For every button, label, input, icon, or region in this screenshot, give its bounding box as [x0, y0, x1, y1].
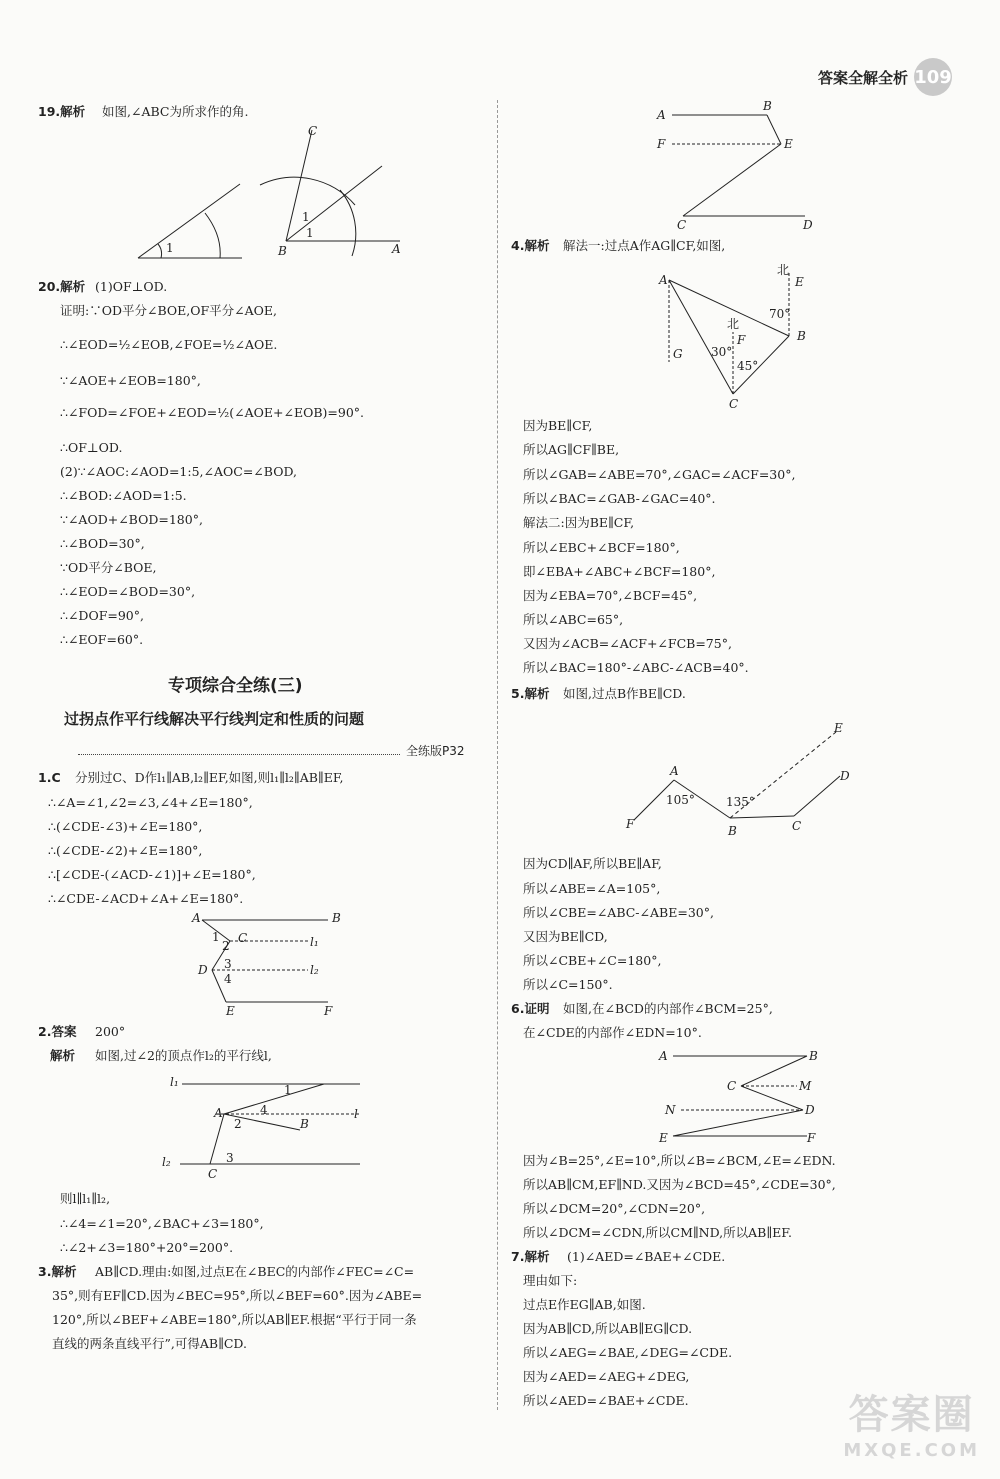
q20-line: ∴∠EOD=∠BOD=30°,	[60, 584, 196, 599]
q4-label: 4.解析	[511, 238, 550, 253]
fig6-label: D	[805, 1103, 815, 1117]
fig5-label: C	[792, 819, 802, 833]
q2-answer: 200°	[95, 1024, 126, 1039]
fig4-label: E	[795, 275, 804, 289]
q6-line: 所以∠DCM=20°,∠CDN=20°,	[523, 1201, 706, 1216]
fig-q1-label: 1	[212, 930, 220, 944]
q1-line: ∴(∠CDE-∠3)+∠E=180°,	[48, 819, 203, 834]
fig4-label: 30°	[711, 345, 733, 359]
q5-line: 又因为BE∥CD,	[523, 929, 608, 944]
fig-q1-label: l₁	[310, 935, 319, 949]
right-column	[497, 0, 1000, 1479]
fig-q1-label: E	[226, 1004, 235, 1018]
fig-q2-label: 4	[260, 1103, 268, 1117]
fig19-label: 1	[306, 226, 314, 240]
figure-5	[622, 720, 862, 840]
q20-line: ∵OD平分∠BOE,	[60, 560, 157, 575]
fig5-label: 135°	[726, 795, 755, 809]
fig5-label: A	[670, 764, 679, 778]
fig-q1-label: 3	[224, 957, 232, 971]
q2-label: 2.答案	[38, 1024, 77, 1039]
q5-line: 所以∠C=150°.	[523, 977, 613, 992]
fig6-label: C	[727, 1079, 737, 1093]
q3-label: 3.解析	[38, 1264, 77, 1279]
q6-line: 在∠CDE的内部作∠EDN=10°.	[523, 1025, 702, 1040]
q2-line: ∴∠4=∠1=20°,∠BAC+∠3=180°,	[60, 1216, 264, 1231]
fig-tr-label: E	[784, 137, 793, 151]
fig-q2-label: C	[208, 1167, 218, 1181]
q3-line: 120°,所以∠BEF+∠ABE=180°,所以AB∥EF.根据“平行于同一条	[52, 1312, 417, 1327]
fig5-label: B	[728, 824, 737, 838]
figure-q2	[160, 1068, 370, 1184]
fig-q1-label: F	[324, 1004, 333, 1018]
q4-line: 因为∠EBA=70°,∠BCF=45°,	[523, 588, 698, 603]
fig19-label: B	[278, 244, 287, 258]
q2-line: 则l∥l₁∥l₂,	[60, 1191, 111, 1206]
q20-line: ∵∠AOE+∠EOB=180°,	[60, 373, 201, 388]
q6-line: 所以AB∥CM,EF∥ND.又因为∠BCD=45°,∠CDE=30°,	[523, 1177, 836, 1192]
q3-line: 35°,则有EF∥CD.因为∠BEC=95°,所以∠BEF=60°.因为∠ABE=	[52, 1288, 423, 1303]
q2-line: 如图,过∠2的顶点作l₂的平行线l,	[95, 1048, 272, 1063]
fig-q2-label: 2	[234, 1117, 242, 1131]
header-title: 答案全解全析	[817, 68, 908, 87]
fig-tr-label: D	[803, 218, 813, 232]
q1-line: 分别过C、D作l₁∥AB,l₂∥EF,如图,则l₁∥l₂∥AB∥EF,	[75, 770, 344, 785]
fig4-label: 北	[727, 317, 740, 331]
fig4-label: A	[659, 273, 668, 287]
fig-q2-label: l	[354, 1107, 358, 1121]
q7-line: 因为∠AED=∠AEG+∠DEG,	[523, 1369, 690, 1384]
section-title: 专项综合全练(三)	[168, 676, 303, 696]
q1-line: ∴∠CDE-∠ACD+∠A+∠E=180°.	[48, 891, 244, 906]
section-ref: 全练版P32	[406, 744, 465, 758]
q1-label: 1.C	[38, 770, 61, 785]
fig-tr-label: A	[657, 108, 666, 122]
figure-4	[657, 262, 817, 412]
fig4-label: 北	[777, 263, 790, 277]
fig19-label: 1	[302, 210, 310, 224]
q20-line: (2)∵∠AOC:∠AOD=1:5,∠AOC=∠BOD,	[60, 464, 297, 479]
fig-q2-label: l₂	[162, 1155, 171, 1169]
fig5-label: D	[840, 769, 850, 783]
q4-line: 解法二:因为BE∥CF,	[523, 515, 635, 530]
fig-q1-label: A	[192, 911, 201, 925]
q5-label: 5.解析	[511, 686, 550, 701]
q20-line: 证明:∵OD平分∠BOE,OF平分∠AOE,	[60, 303, 277, 318]
fig6-label: E	[659, 1131, 668, 1145]
q4-line: 又因为∠ACB=∠ACF+∠FCB=75°,	[523, 636, 732, 651]
q4-line: 解法一:过点A作AG∥CF,如图,	[563, 238, 726, 253]
fig-tr-label: F	[657, 137, 666, 151]
q4-line: 所以∠BAC=∠GAB-∠GAC=40°.	[523, 491, 716, 506]
watermark	[843, 1383, 980, 1461]
q5-line: 所以∠CBE=∠ABC-∠ABE=30°,	[523, 905, 714, 920]
fig6-label: B	[809, 1049, 818, 1063]
q5-line: 因为CD∥AF,所以BE∥AF,	[523, 856, 662, 871]
q20-line: ∴∠BOD=30°,	[60, 536, 145, 551]
fig-q1-label: 4	[224, 972, 232, 986]
fig-q2-label: 1	[284, 1083, 292, 1097]
section-subtitle: 过拐点作平行线解决平行线判定和性质的问题	[64, 710, 365, 728]
q3-line: 直线的两条直线平行”,可得AB∥CD.	[52, 1336, 247, 1351]
fig4-label: F	[737, 333, 746, 347]
dotted-leader	[78, 754, 400, 755]
q7-line: 理由如下:	[523, 1273, 578, 1288]
q20-label: 20.解析	[38, 279, 86, 294]
fig-tr-label: C	[677, 218, 687, 232]
fig4-label: B	[797, 329, 806, 343]
q4-line: 所以∠BAC=180°-∠ABC-∠ACB=40°.	[523, 660, 749, 675]
q3-line: AB∥CD.理由:如图,过点E在∠BEC的内部作∠FEC=∠C=	[95, 1264, 415, 1279]
figure-19	[130, 120, 420, 270]
q7-line: 所以∠AED=∠BAE+∠CDE.	[523, 1393, 689, 1408]
fig5-label: E	[834, 721, 843, 735]
q1-line: ∴[∠CDE-(∠ACD-∠1)]+∠E=180°,	[48, 867, 256, 882]
q4-line: 即∠EBA+∠ABC+∠BCF=180°,	[523, 564, 716, 579]
q20-line: ∴∠FOD=∠FOE+∠EOD=½(∠AOE+∠EOB)=90°.	[60, 405, 365, 420]
q6-label: 6.证明	[511, 1001, 550, 1016]
watermark-line2: MXQE.COM	[843, 1440, 980, 1461]
q2-sub-label: 解析	[50, 1048, 76, 1063]
q1-line: ∴(∠CDE-∠2)+∠E=180°,	[48, 843, 203, 858]
q4-line: 所以AG∥CF∥BE,	[523, 442, 620, 457]
q5-line: 所以∠CBE+∠C=180°,	[523, 953, 662, 968]
q20-line: ∴∠EOF=60°.	[60, 632, 144, 647]
q6-line: 因为∠B=25°,∠E=10°,所以∠B=∠BCM,∠E=∠EDN.	[523, 1153, 836, 1168]
q20-line: ∴∠BOD:∠AOD=1:5.	[60, 488, 187, 503]
q20-line: ∴OF⊥OD.	[60, 440, 123, 455]
q4-line: 所以∠EBC+∠BCF=180°,	[523, 540, 680, 555]
q5-line: 所以∠ABE=∠A=105°,	[523, 881, 661, 896]
fig6-label: N	[665, 1103, 676, 1117]
fig4-label: 70°	[769, 307, 791, 321]
figure-q1	[188, 908, 358, 1018]
fig4-label: C	[729, 397, 739, 411]
q7-line: 因为AB∥CD,所以AB∥EG∥CD.	[523, 1321, 693, 1336]
q19-label: 19.解析	[38, 104, 86, 119]
fig-q2-label: B	[300, 1117, 309, 1131]
q2-line: ∴∠2+∠3=180°+20°=200°.	[60, 1240, 234, 1255]
fig5-label: F	[626, 817, 635, 831]
fig-q2-label: A	[214, 1106, 223, 1120]
fig4-label: G	[673, 347, 683, 361]
page-number: 109	[914, 58, 952, 96]
fig-tr-label: B	[763, 99, 772, 113]
left-column	[0, 0, 497, 1479]
watermark-line1: 答案圈	[848, 1392, 975, 1438]
q5-line: 如图,过点B作BE∥CD.	[563, 686, 686, 701]
q4-line: 所以∠ABC=65°,	[523, 612, 624, 627]
fig19-label: 1	[166, 241, 174, 255]
fig5-label: 105°	[666, 793, 695, 807]
q20-line: ∴∠DOF=90°,	[60, 608, 144, 623]
q20-line: ∴∠EOD=½∠EOB,∠FOE=½∠AOE.	[60, 337, 278, 352]
q7-line: 过点E作EG∥AB,如图.	[523, 1297, 646, 1312]
fig19-label: A	[392, 242, 401, 256]
q6-line: 如图,在∠BCD的内部作∠BCM=25°,	[563, 1001, 773, 1016]
q20-line: ∵∠AOD+∠BOD=180°,	[60, 512, 203, 527]
q7-line: 所以∠AEG=∠BAE,∠DEG=∠CDE.	[523, 1345, 733, 1360]
q1-line: ∴∠A=∠1,∠2=∠3,∠4+∠E=180°,	[48, 795, 253, 810]
q20-line: (1)OF⊥OD.	[95, 279, 168, 294]
fig19-label: C	[308, 124, 318, 138]
fig-q1-label: l₂	[310, 963, 319, 977]
fig-q1-label: C	[238, 931, 248, 945]
fig-q1-label: D	[198, 963, 208, 977]
q19-text: 如图,∠ABC为所求作的角.	[102, 104, 249, 119]
fig-q2-label: 3	[226, 1151, 234, 1165]
figure-6	[657, 1044, 827, 1148]
q6-line: 所以∠DCM=∠CDN,所以CM∥ND,所以AB∥EF.	[523, 1225, 792, 1240]
q4-line: 所以∠GAB=∠ABE=70°,∠GAC=∠ACF=30°,	[523, 467, 796, 482]
figure-top-right	[647, 98, 827, 232]
fig-q1-label: B	[332, 911, 341, 925]
fig6-label: A	[659, 1049, 668, 1063]
fig6-label: F	[807, 1131, 816, 1145]
q4-line: 因为BE∥CF,	[523, 418, 593, 433]
q7-label: 7.解析	[511, 1249, 550, 1264]
fig-q2-label: l₁	[170, 1075, 179, 1089]
fig-q1-label: 2	[222, 939, 230, 953]
q7-line: (1)∠AED=∠BAE+∠CDE.	[567, 1249, 726, 1264]
fig6-label: M	[799, 1079, 812, 1093]
fig4-label: 45°	[737, 359, 759, 373]
